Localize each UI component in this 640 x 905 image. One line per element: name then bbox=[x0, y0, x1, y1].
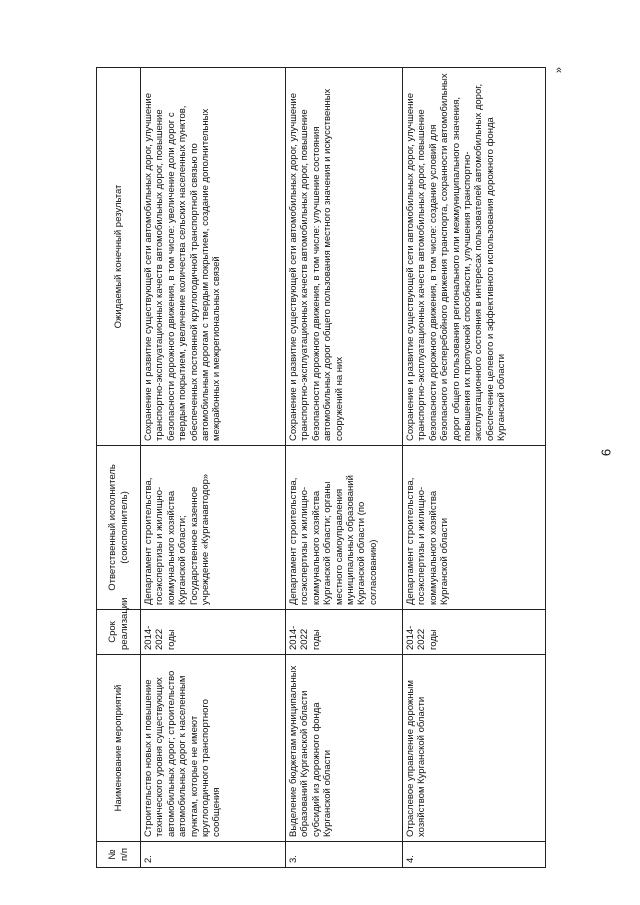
cell-term: 2014-2022 годы bbox=[141, 610, 286, 655]
cell-executor: Департамент строительства, госэкспертизы и жилищно-коммунального хозяйства Курганской области; Государственное казенное учреждение «Курганавтодор» bbox=[141, 446, 286, 610]
header-result: Ожидаемый конечный результат bbox=[97, 68, 141, 446]
header-name: Наименование мероприятий bbox=[97, 655, 141, 842]
table-row bbox=[286, 68, 403, 868]
cell-result: Сохранение и развитие существующей сети автомобильных дорог, улучшение транспортно-эксплуатационных качеств автомобильных дорог, повышение безопасности дорожного движения, в том числе: увеличение доли дорог с твердым покрытием, увеличение количества сельских населенных пунктов, обеспеченных постоянной круглогодичной транспортной связью по автомобильным дорогам с твердым покрытием, создание дополнительных межрайонных и межрегиональных связей bbox=[141, 68, 286, 446]
table-row bbox=[403, 68, 546, 868]
measures-table-container bbox=[96, 68, 546, 868]
cell-name: Строительство новых и повышение технического уровня существующих автомобильных дорог; строительство автомобильных дорог к населенным пунктам, которые не имеют круглогодичного транспортного сообщения bbox=[141, 655, 286, 842]
cell-result: Сохранение и развитие существующей сети автомобильных дорог, улучшение транспортно-эксплуатационных качеств автомобильных дорог, повышение безопасности дорожного движения, в том числе: улучшение состояния автомобильных дорог общего пользования местного значения и искусственных сооружений на них bbox=[286, 68, 403, 446]
cell-executor: Департамент строительства, госэкспертизы и жилищно-коммунального хозяйства Курганской области; органы местного самоуправления муниципальных образований Курганской области (по согласованию) bbox=[286, 446, 403, 610]
cell-term: 2014-2022 годы bbox=[286, 610, 403, 655]
cell-term: 2014-2022 годы bbox=[403, 610, 546, 655]
header-term: Срок реализации bbox=[97, 610, 141, 655]
cell-num: 2. bbox=[141, 842, 286, 868]
cell-executor: Департамент строительства, госэкспертизы и жилищно-коммунального хозяйства Курганской области bbox=[403, 446, 546, 610]
table-row bbox=[141, 68, 286, 868]
measures-table bbox=[96, 67, 546, 868]
table-header-row bbox=[97, 68, 141, 868]
header-num: № п/п bbox=[97, 842, 141, 868]
page-number: 6 bbox=[598, 448, 614, 457]
cell-result: Сохранение и развитие существующей сети автомобильных дорог, улучшение транспортно-эксплуатационных качеств автомобильных дорог, повышение безопасности дорожного движения, в том числе: создание условий для безопасного и бесперебойного движения транспорта, сохранности автомобильных дорог общего пользования регионального или межмуниципального значения, повышения их пропускной способности, улучшения транспортно-эксплуатационного состояния в интересах пользователей автомобильных дорог, обеспечение целевого и эффективного использования дорожного фонда Курганской области bbox=[403, 68, 546, 446]
continuation-mark: » bbox=[553, 66, 566, 74]
header-executor: Ответственный исполнитель (соисполнитель) bbox=[97, 446, 141, 610]
cell-num: 4. bbox=[403, 842, 546, 868]
cell-name: Отраслевое управление дорожным хозяйством Курганской области bbox=[403, 655, 546, 842]
cell-num: 3. bbox=[286, 842, 403, 868]
cell-name: Выделение бюджетам муниципальных образований Курганской области субсидий из дорожного фонда Курганской области bbox=[286, 655, 403, 842]
